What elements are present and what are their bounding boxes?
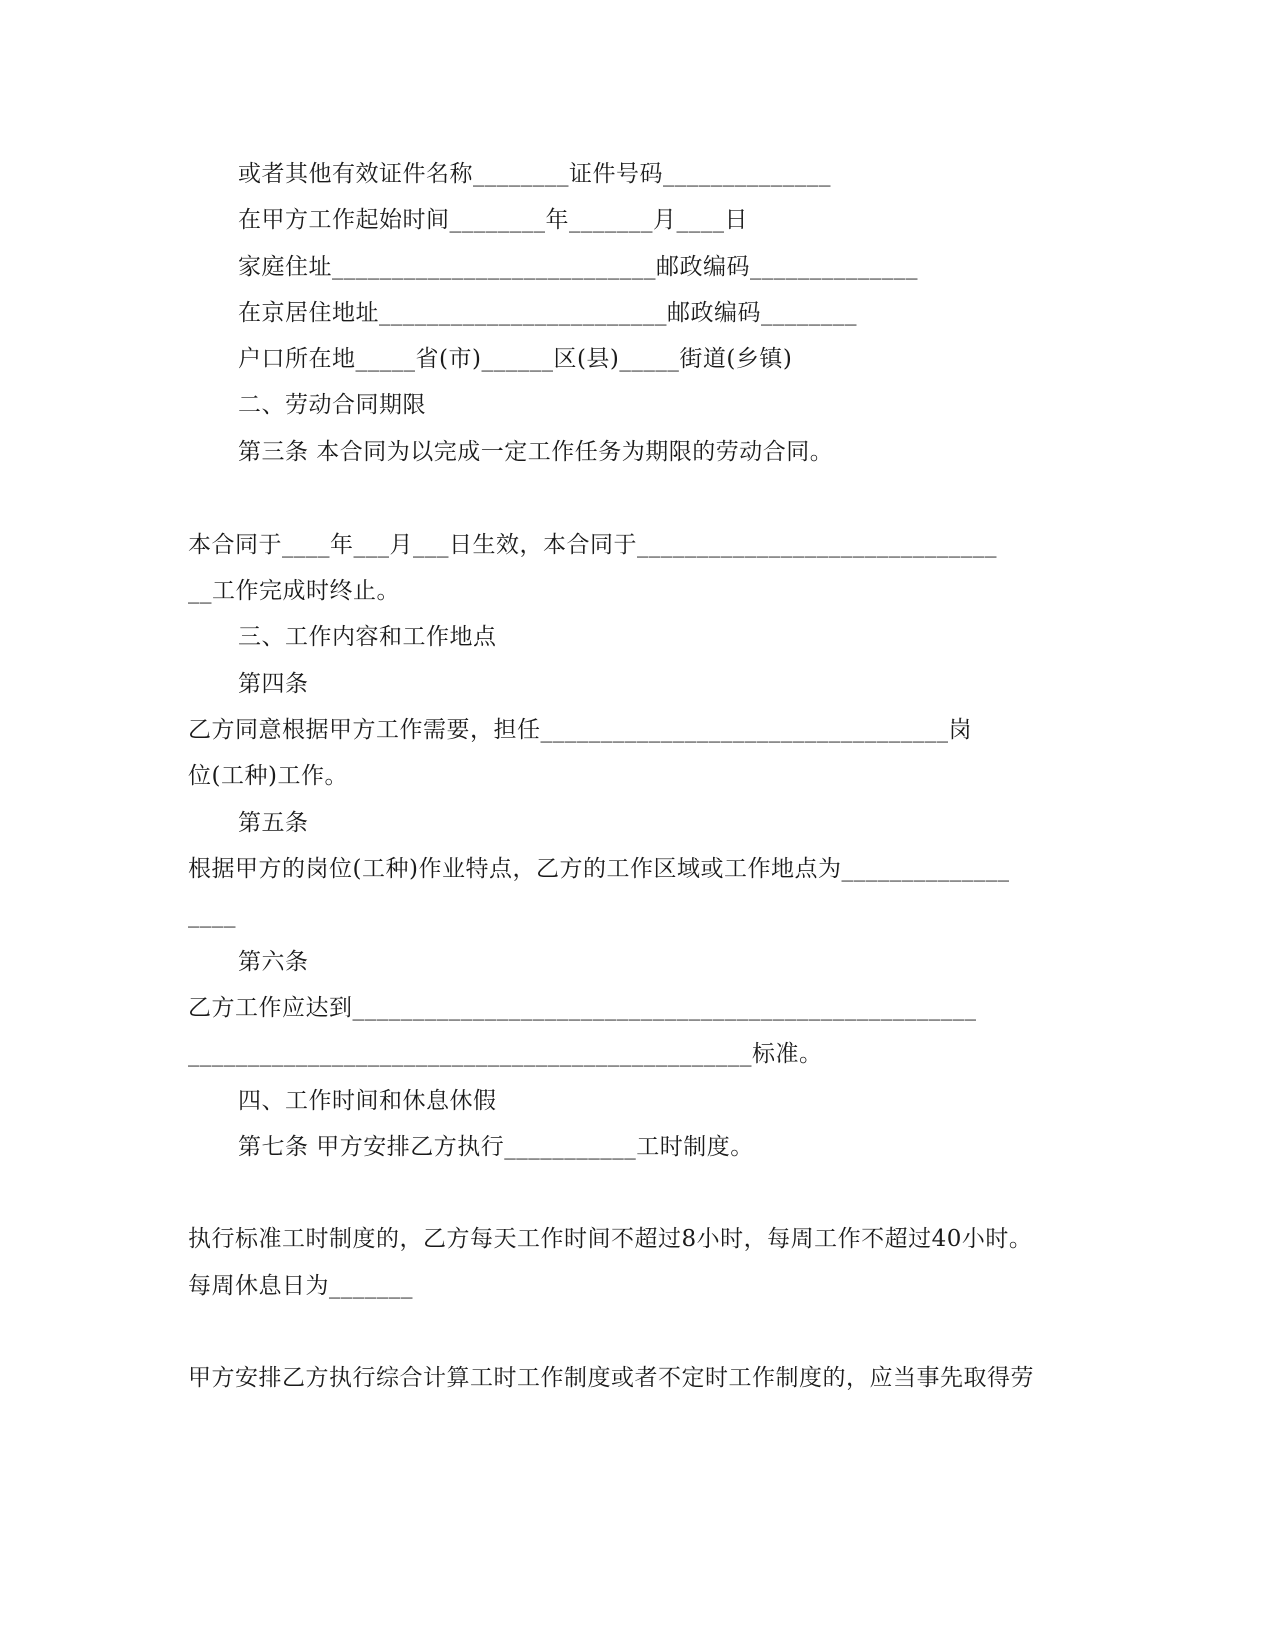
section-heading-work-content: 三、工作内容和工作地点 (238, 624, 497, 650)
section-heading-work-hours: 四、工作时间和休息休假 (238, 1088, 497, 1114)
household-registration-line: 户口所在地_____省(市)______区(县)_____街道(乡镇) (238, 346, 793, 372)
effective-date-line: 本合同于____年___月___日生效，本合同于______________________________ (188, 532, 997, 558)
beijing-address-line: 在京居住地址________________________邮政编码________ (238, 300, 857, 326)
article-4-position-cont: 位(工种)工作。 (188, 763, 348, 789)
article-5-workplace-cont: ____ (188, 902, 236, 928)
article-6-heading: 第六条 (238, 949, 309, 975)
article-7-line: 第七条 甲方安排乙方执行___________工时制度。 (238, 1134, 754, 1160)
article-6-standard-line: 乙方工作应达到____________________________________________________ (188, 995, 977, 1021)
employment-start-line: 在甲方工作起始时间________年_______月____日 (238, 207, 748, 233)
article-5-workplace-line: 根据甲方的岗位(工种)作业特点，乙方的工作区域或工作地点为______________ (188, 856, 1010, 882)
flexible-hours-line: 甲方安排乙方执行综合计算工时工作制度或者不定时工作制度的，应当事先取得劳 (188, 1365, 1034, 1391)
article-4-heading: 第四条 (238, 671, 309, 697)
termination-line: __工作完成时终止。 (188, 578, 400, 604)
weekly-rest-day-line: 每周休息日为_______ (188, 1273, 413, 1299)
article-5-heading: 第五条 (238, 810, 309, 836)
article-4-position-line: 乙方同意根据甲方工作需要，担任__________________________________岗 (188, 717, 972, 743)
article-6-standard-cont: _______________________________________________标准。 (188, 1041, 823, 1067)
id-document-line: 或者其他有效证件名称________证件号码______________ (238, 161, 831, 187)
home-address-line: 家庭住址___________________________邮政编码______________ (238, 254, 918, 280)
standard-hours-line: 执行标准工时制度的，乙方每天工作时间不超过8小时，每周工作不超过40小时。 (188, 1226, 1033, 1252)
article-3-line: 第三条 本合同为以完成一定工作任务为期限的劳动合同。 (238, 439, 834, 465)
section-heading-contract-term: 二、劳动合同期限 (238, 392, 426, 418)
